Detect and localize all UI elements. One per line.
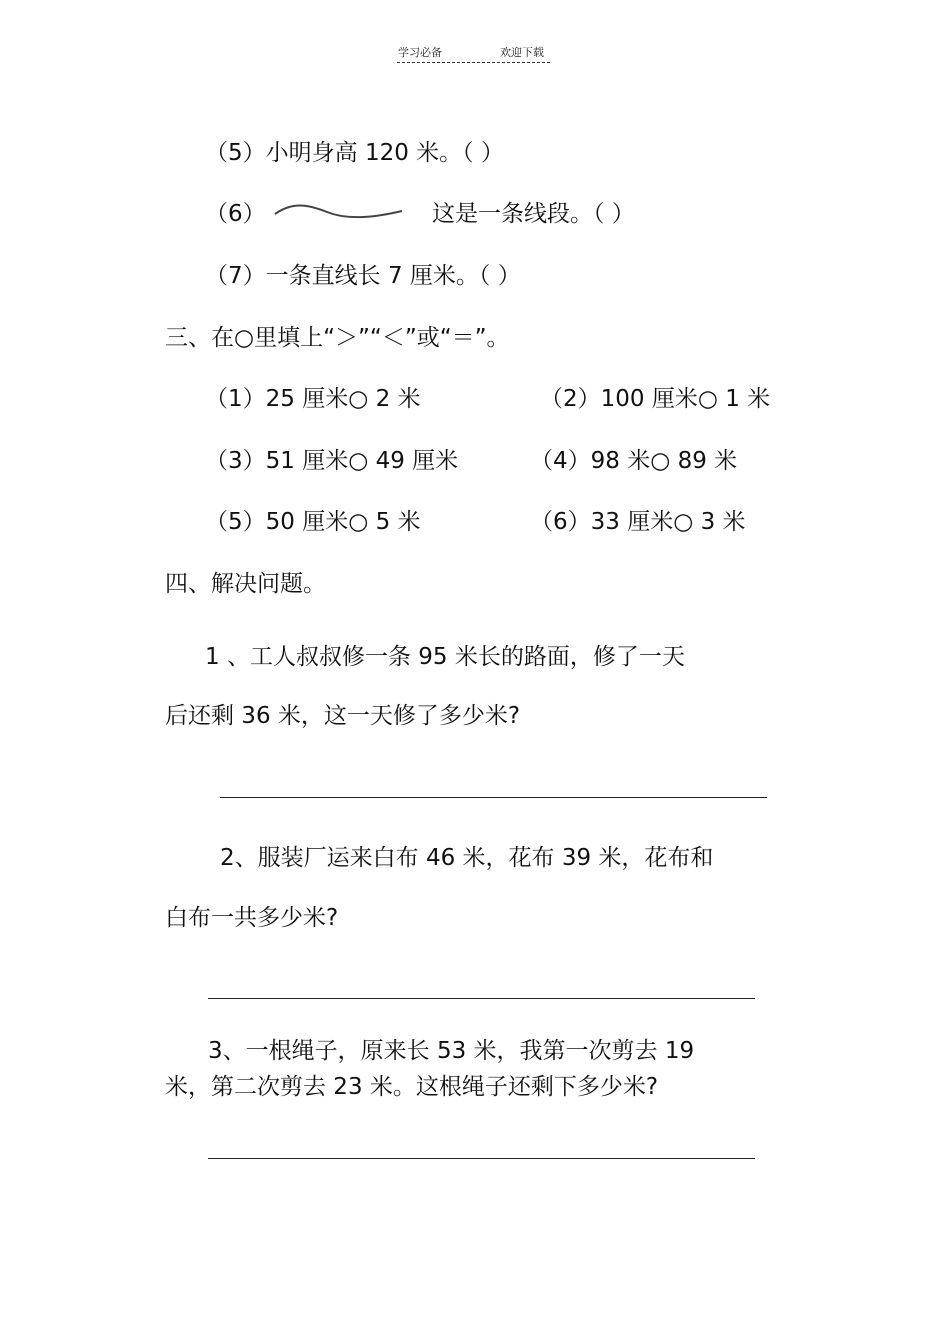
- compare-item-3: （3）51 厘米○ 49 厘米: [205, 448, 459, 474]
- problem-1-line-1: 1 、工人叔叔修一条 95 米长的路面，修了一天: [205, 644, 685, 670]
- answer-blank-2[interactable]: [208, 998, 755, 999]
- compare-item-1: （1）25 厘米○ 2 米: [205, 386, 421, 412]
- problem-2-line-1: 2、服装厂运来白布 46 米，花布 39 米，花布和: [220, 845, 714, 871]
- question-5: （5）小明身高 120 米。（ ）: [205, 140, 504, 166]
- compare-item-4: （4）98 米○ 89 米: [530, 448, 738, 474]
- curved-line-figure: [272, 198, 406, 226]
- compare-item-6: （6）33 厘米○ 3 米: [530, 509, 746, 535]
- header-left: 学习必备: [398, 46, 442, 59]
- problem-2-line-2: 白布一共多少米?: [165, 905, 339, 931]
- compare-item-5: （5）50 厘米○ 5 米: [205, 509, 421, 535]
- header-right: 欢迎下载: [500, 46, 544, 59]
- problem-3-line-1: 3、一根绳子，原来长 53 米，我第一次剪去 19: [208, 1038, 695, 1064]
- compare-item-2: （2）100 厘米○ 1 米: [540, 386, 771, 412]
- answer-blank-3[interactable]: [208, 1158, 755, 1159]
- problem-3-line-2: 米，第二次剪去 23 米。这根绳子还剩下多少米?: [165, 1074, 659, 1100]
- header-rule: [397, 62, 550, 63]
- section-4-title: 四、解决问题。: [165, 571, 326, 597]
- question-6-number: （6）: [205, 201, 266, 227]
- question-6-text: 这是一条线段。（ ）: [432, 201, 635, 227]
- answer-blank-1[interactable]: [220, 797, 767, 798]
- question-7: （7）一条直线长 7 厘米。（ ）: [205, 263, 521, 289]
- problem-1-line-2: 后还剩 36 米，这一天修了多少米?: [165, 703, 521, 729]
- section-3-title: 三、在○里填上“＞”“＜”或“＝”。: [165, 325, 510, 351]
